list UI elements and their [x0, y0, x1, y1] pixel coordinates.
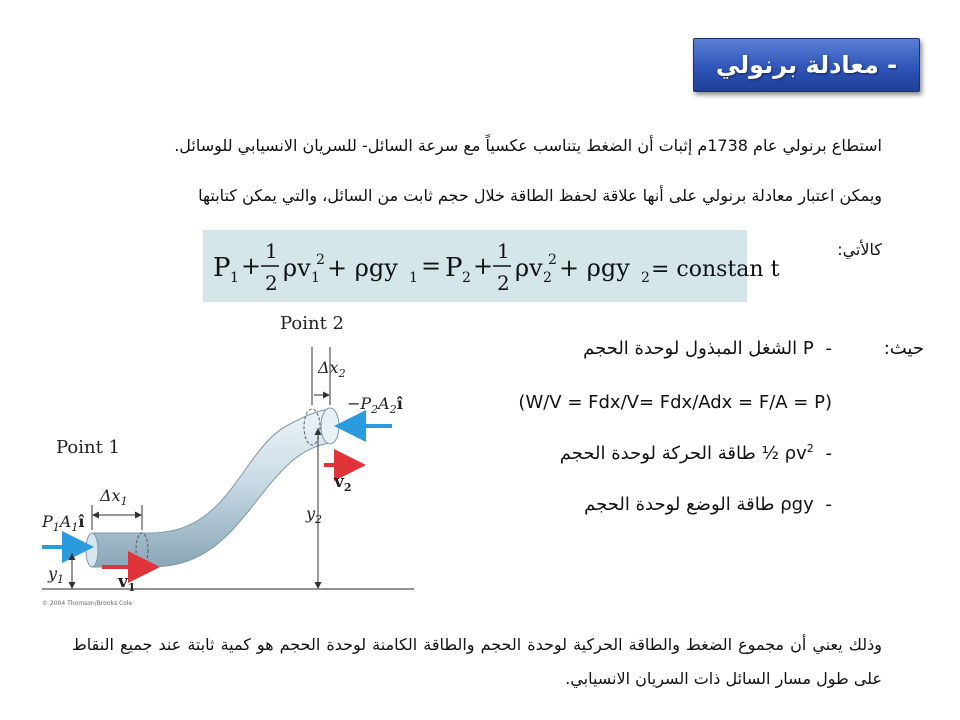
def-symbol: ½ $\rho v^2$: [761, 442, 814, 464]
eq-half-den-2: 2: [497, 271, 510, 295]
eq-rhogy-1: + ρgy: [327, 254, 398, 282]
force-2-label: $-P_2A_2î$: [347, 394, 403, 416]
def-symbol: ρgy: [780, 494, 814, 515]
intro-line-2: ويمكن اعتبار معادلة برنولي على أنها علاقة لحفظ الطاقة خلال حجم ثابت من السائل، والتي يمكن كتابتها: [198, 186, 882, 205]
def-bullet: -: [825, 443, 832, 464]
eq-y2-sub: 2: [641, 270, 650, 286]
where-label: حيث:: [883, 338, 924, 359]
y1-label: $y_1$: [48, 564, 65, 586]
slide-title: - معادلة برنولي: [715, 51, 898, 79]
copyright-text: © 2004 Thomson/Brooks Cole: [42, 600, 133, 607]
eq-v2-sub: 2: [543, 270, 552, 286]
intro-line-1: استطاع برنولي عام 1738م إثبات أن الضغط يتناسب عكسياً مع سرعة السائل- للسريان الانسيابي للوسائل.: [174, 136, 882, 155]
eq-rhov-2: ρv: [515, 254, 543, 282]
force-1-label: $P_1A_1î$: [42, 512, 85, 534]
v2-label: $v_2$: [334, 472, 352, 494]
dx2-label: $\Delta x_2$: [318, 358, 346, 380]
eq-p2: P: [445, 253, 463, 283]
eq-equals-1: =: [421, 252, 442, 280]
eq-p1-sub: 1: [230, 270, 239, 286]
eq-half-den-1: 2: [265, 271, 278, 295]
eq-sq-1: 2: [316, 252, 325, 268]
slide-title-box: [693, 38, 920, 92]
def-text: الشغل المبذول لوحدة الحجم: [583, 338, 798, 359]
eq-rhov-1: ρv: [283, 254, 311, 282]
def-text: طاقة الوضع لوحدة الحجم: [584, 494, 775, 515]
def-work-formula: (W/V = Fdx/V= Fdx/Adx = F/A = P): [518, 392, 832, 413]
v1-label: $v_1$: [118, 572, 136, 594]
eq-y1-sub: 1: [409, 270, 418, 286]
def-bullet: -: [825, 494, 832, 515]
def-kinetic: [560, 442, 832, 464]
conclusion-paragraph: وذلك يعني أن مجموع الضغط والطاقة الحركية لوحدة الحجم والطاقة الكامنة لوحدة الحجم هو كمية ثابتة عند جميع النقاط على طول مسار السائل ذات السريان الانسيابي.: [72, 635, 882, 688]
dx1-label: $\Delta x_1$: [100, 486, 128, 508]
eq-sq-2: 2: [548, 252, 557, 268]
def-bullet: -: [825, 338, 832, 359]
point-1-label: Point 1: [56, 437, 120, 458]
eq-plus-1: +: [241, 252, 262, 280]
def-pressure: [583, 338, 832, 359]
eq-rhogy-2: + ρgy: [559, 254, 630, 282]
eq-plus-2: +: [473, 252, 494, 280]
eq-v1-sub: 1: [311, 270, 320, 286]
eq-constant: = constan t: [651, 257, 780, 282]
def-symbol: P: [802, 338, 814, 359]
point-2-label: Point 2: [280, 313, 344, 334]
bernoulli-equation: [203, 230, 780, 302]
eq-half-num-2: 1: [497, 239, 510, 263]
pipe-flow-diagram: [42, 305, 472, 610]
eq-p2-sub: 2: [462, 270, 471, 286]
def-potential: [584, 494, 832, 515]
def-text: طاقة الحركة لوحدة الحجم: [559, 443, 756, 464]
eq-half-num-1: 1: [265, 239, 278, 263]
eq-p1: P: [213, 253, 231, 283]
intro-line-3: كالأتي:: [837, 240, 882, 259]
y2-label: $y_2$: [306, 504, 323, 526]
